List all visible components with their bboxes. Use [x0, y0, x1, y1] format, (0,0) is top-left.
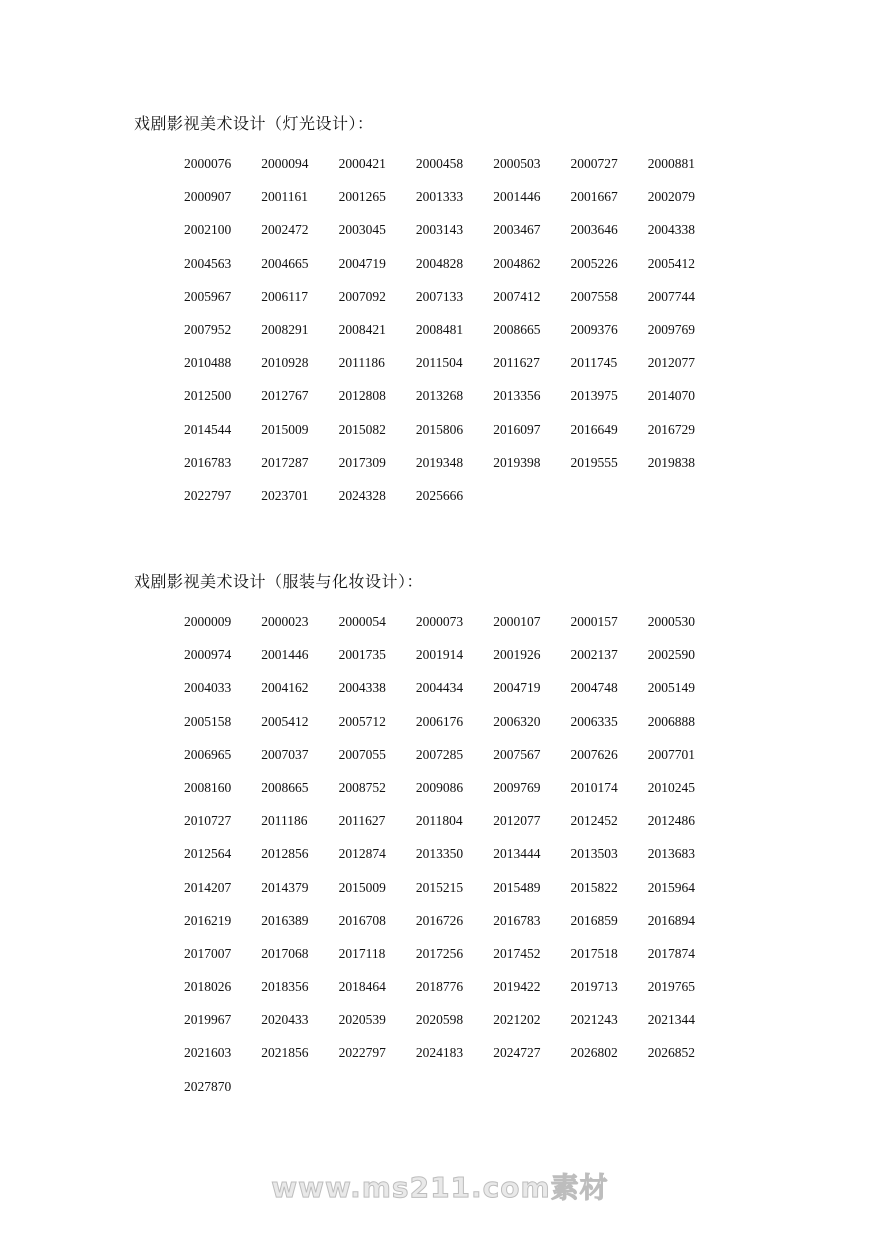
candidate-number: 2017287	[261, 454, 309, 470]
candidate-number: 2001265	[338, 189, 386, 205]
candidate-number: 2000974	[184, 647, 232, 663]
candidate-number: 2004719	[338, 255, 386, 271]
candidate-number: 2016649	[570, 421, 618, 437]
candidate-number: 2001914	[415, 647, 464, 663]
candidate-number: 2001333	[415, 189, 464, 205]
candidate-number: 2015215	[415, 879, 464, 895]
candidate-number: 2007055	[338, 746, 386, 762]
candidate-number: 2011745	[570, 355, 618, 371]
candidate-number: 2016726	[415, 912, 464, 928]
candidate-number: 2019398	[493, 454, 541, 470]
candidate-number: 2015082	[338, 421, 386, 437]
candidate-number: 2017118	[338, 945, 386, 961]
candidate-number: 2003467	[493, 222, 541, 238]
candidate-number: 2000073	[415, 614, 464, 629]
candidate-number: 2008160	[184, 779, 232, 795]
candidate-number: 2014070	[647, 388, 696, 404]
candidate-number: 2017874	[647, 945, 696, 961]
candidate-number: 2016389	[261, 912, 309, 928]
candidate-number: 2012077	[647, 355, 696, 371]
candidate-number: 2000094	[261, 156, 309, 171]
candidate-number: 2019555	[570, 454, 618, 470]
candidate-number: 2004162	[261, 680, 309, 696]
candidate-number: 2004748	[570, 680, 618, 696]
candidate-number: 2002472	[261, 222, 309, 238]
candidate-number: 2021202	[493, 1012, 541, 1028]
candidate-number: 2019422	[493, 979, 541, 995]
candidate-number: 2012874	[338, 846, 386, 862]
candidate-number: 2017518	[570, 945, 618, 961]
candidate-number: 2000023	[261, 614, 309, 629]
candidate-number: 2000054	[338, 614, 386, 629]
candidate-number: 2025666	[415, 487, 464, 503]
candidate-number: 2003646	[570, 222, 618, 238]
section-heading: 戏剧影视美术设计（灯光设计）：	[134, 114, 374, 133]
candidate-number: 2014207	[184, 879, 232, 895]
candidate-number: 2002100	[184, 222, 232, 238]
candidate-number: 2018356	[261, 979, 309, 995]
candidate-number: 2017256	[415, 945, 464, 961]
candidate-number: 2020433	[261, 1012, 309, 1028]
candidate-number: 2015964	[647, 879, 696, 895]
candidate-number: 2006888	[647, 713, 696, 729]
candidate-number: 2005158	[184, 713, 232, 729]
candidate-number: 2013975	[570, 388, 618, 404]
candidate-number: 2018776	[415, 979, 464, 995]
candidate-number: 2007133	[415, 288, 464, 304]
candidate-number: 2000727	[570, 156, 618, 171]
candidate-number: 2011186	[261, 813, 308, 829]
candidate-number: 2001446	[261, 647, 309, 663]
candidate-number: 2016097	[493, 421, 541, 437]
candidate-number-grid	[184, 154, 725, 519]
candidate-number: 2007626	[570, 746, 618, 762]
candidate-number: 2014379	[261, 879, 309, 895]
candidate-number: 2017309	[338, 454, 386, 470]
candidate-number: 2020598	[415, 1012, 464, 1028]
candidate-number: 2000421	[338, 156, 386, 171]
candidate-number: 2004862	[493, 255, 541, 271]
candidate-number: 2011627	[338, 813, 386, 829]
candidate-number: 2011504	[415, 355, 463, 371]
candidate-number: 2018464	[338, 979, 386, 995]
candidate-number: 2013503	[570, 846, 618, 862]
candidate-number: 2001446	[493, 189, 541, 205]
candidate-number: 2010488	[184, 355, 232, 371]
candidate-number: 2006117	[261, 288, 309, 304]
candidate-number: 2007285	[415, 746, 464, 762]
candidate-number: 2024727	[493, 1045, 541, 1061]
candidate-number: 2009769	[647, 321, 696, 337]
candidate-number: 2019967	[184, 1012, 232, 1028]
candidate-number: 2004033	[184, 680, 232, 696]
candidate-number: 2001926	[493, 647, 541, 663]
candidate-number: 2013350	[415, 846, 464, 862]
candidate-number: 2010928	[261, 355, 309, 371]
candidate-number: 2002079	[647, 189, 696, 205]
candidate-number: 2007412	[493, 288, 541, 304]
candidate-number: 2012808	[338, 388, 386, 404]
candidate-number: 2001667	[570, 189, 618, 205]
candidate-number: 2027870	[184, 1078, 232, 1094]
candidate-number: 2015009	[261, 421, 309, 437]
candidate-number: 2016859	[570, 912, 618, 928]
candidate-number: 2019765	[647, 979, 696, 995]
candidate-number: 2016783	[493, 912, 541, 928]
candidate-number: 2015806	[415, 421, 464, 437]
candidate-number: 2008481	[415, 321, 464, 337]
candidate-number: 2004434	[415, 680, 464, 696]
candidate-number: 2014544	[184, 421, 232, 437]
candidate-number: 2011186	[338, 355, 385, 371]
candidate-number: 2004338	[647, 222, 696, 238]
candidate-number: 2000530	[647, 614, 696, 629]
candidate-number: 2009769	[493, 779, 541, 795]
candidate-number: 2005412	[647, 255, 696, 271]
candidate-number: 2016708	[338, 912, 386, 928]
candidate-number: 2005226	[570, 255, 618, 271]
candidate-number: 2004563	[184, 255, 232, 271]
candidate-number: 2022797	[338, 1045, 386, 1061]
candidate-number: 2007744	[647, 288, 696, 304]
candidate-number: 2016219	[184, 912, 232, 928]
candidate-number: 2010174	[570, 779, 618, 795]
candidate-number: 2009086	[415, 779, 464, 795]
candidate-number-grid	[184, 612, 725, 1110]
candidate-number: 2015822	[570, 879, 618, 895]
candidate-number: 2002137	[570, 647, 618, 663]
candidate-number: 2000076	[184, 156, 232, 171]
candidate-number: 2013268	[415, 388, 464, 404]
candidate-number: 2019713	[570, 979, 618, 995]
candidate-number: 2026852	[647, 1045, 696, 1061]
candidate-number: 2021344	[647, 1012, 696, 1028]
candidate-number: 2019838	[647, 454, 696, 470]
candidate-number: 2015009	[338, 879, 386, 895]
candidate-number: 2007567	[493, 746, 541, 762]
candidate-number: 2012486	[647, 813, 696, 829]
candidate-number: 2012077	[493, 813, 541, 829]
candidate-number: 2002590	[647, 647, 696, 663]
candidate-number: 2021243	[570, 1012, 618, 1028]
candidate-number: 2000009	[184, 614, 232, 629]
candidate-number: 2008421	[338, 321, 386, 337]
candidate-number: 2011627	[493, 355, 540, 371]
candidate-number: 2023701	[261, 487, 309, 503]
candidate-number: 2013683	[647, 846, 696, 862]
candidate-number: 2017452	[493, 945, 541, 961]
candidate-number: 2001735	[338, 647, 386, 663]
candidate-number: 2022797	[184, 487, 232, 503]
candidate-number: 2003143	[415, 222, 464, 238]
candidate-number: 2010727	[184, 813, 232, 829]
candidate-number: 2012500	[184, 388, 232, 404]
candidate-number: 2018026	[184, 979, 232, 995]
candidate-number: 2007952	[184, 321, 232, 337]
candidate-number: 2000458	[415, 156, 464, 171]
candidate-number: 2005412	[261, 713, 309, 729]
candidate-number: 2000157	[570, 614, 618, 629]
candidate-number: 2012856	[261, 846, 309, 862]
candidate-number: 2004665	[261, 255, 309, 271]
candidate-number: 2012564	[184, 846, 232, 862]
candidate-number: 2006320	[493, 713, 541, 729]
candidate-number: 2012452	[570, 813, 618, 829]
candidate-number: 2017068	[261, 945, 309, 961]
candidate-number: 2000107	[493, 614, 541, 629]
section-heading: 戏剧影视美术设计（服装与化妆设计）：	[134, 572, 424, 591]
candidate-number: 2004338	[338, 680, 386, 696]
candidate-number: 2000881	[647, 156, 696, 171]
candidate-number: 2010245	[647, 779, 696, 795]
candidate-number: 2006176	[415, 713, 464, 729]
candidate-number: 2007037	[261, 746, 309, 762]
candidate-number: 2016729	[647, 421, 696, 437]
candidate-number: 2026802	[570, 1045, 618, 1061]
candidate-number: 2021603	[184, 1045, 232, 1061]
candidate-number: 2019348	[415, 454, 464, 470]
candidate-number: 2003045	[338, 222, 386, 238]
watermark: www.ms211.com素材	[271, 1171, 609, 1204]
candidate-number: 2009376	[570, 321, 618, 337]
candidate-number: 2013356	[493, 388, 541, 404]
candidate-number: 2016894	[647, 912, 696, 928]
candidate-number: 2024328	[338, 487, 386, 503]
candidate-number: 2007558	[570, 288, 618, 304]
candidate-number: 2017007	[184, 945, 232, 961]
candidate-number: 2008665	[493, 321, 541, 337]
candidate-number: 2004719	[493, 680, 541, 696]
candidate-number: 2005149	[647, 680, 696, 696]
candidate-number: 2024183	[415, 1045, 464, 1061]
candidate-number: 2006965	[184, 746, 232, 762]
candidate-number: 2012767	[261, 388, 309, 404]
candidate-number: 2005967	[184, 288, 232, 304]
candidate-number: 2008665	[261, 779, 309, 795]
candidate-number: 2016783	[184, 454, 232, 470]
candidate-number: 2006335	[570, 713, 618, 729]
candidate-number: 2004828	[415, 255, 464, 271]
candidate-number: 2013444	[493, 846, 541, 862]
candidate-number: 2008291	[261, 321, 309, 337]
candidate-number: 2011804	[415, 813, 463, 829]
candidate-number: 2000503	[493, 156, 541, 171]
candidate-number: 2007701	[647, 746, 696, 762]
candidate-number: 2008752	[338, 779, 386, 795]
candidate-number: 2005712	[338, 713, 386, 729]
candidate-number: 2020539	[338, 1012, 386, 1028]
candidate-number: 2007092	[338, 288, 386, 304]
candidate-number: 2001161	[261, 189, 309, 205]
candidate-number: 2000907	[184, 189, 232, 205]
candidate-number: 2015489	[493, 879, 541, 895]
candidate-number: 2021856	[261, 1045, 309, 1061]
